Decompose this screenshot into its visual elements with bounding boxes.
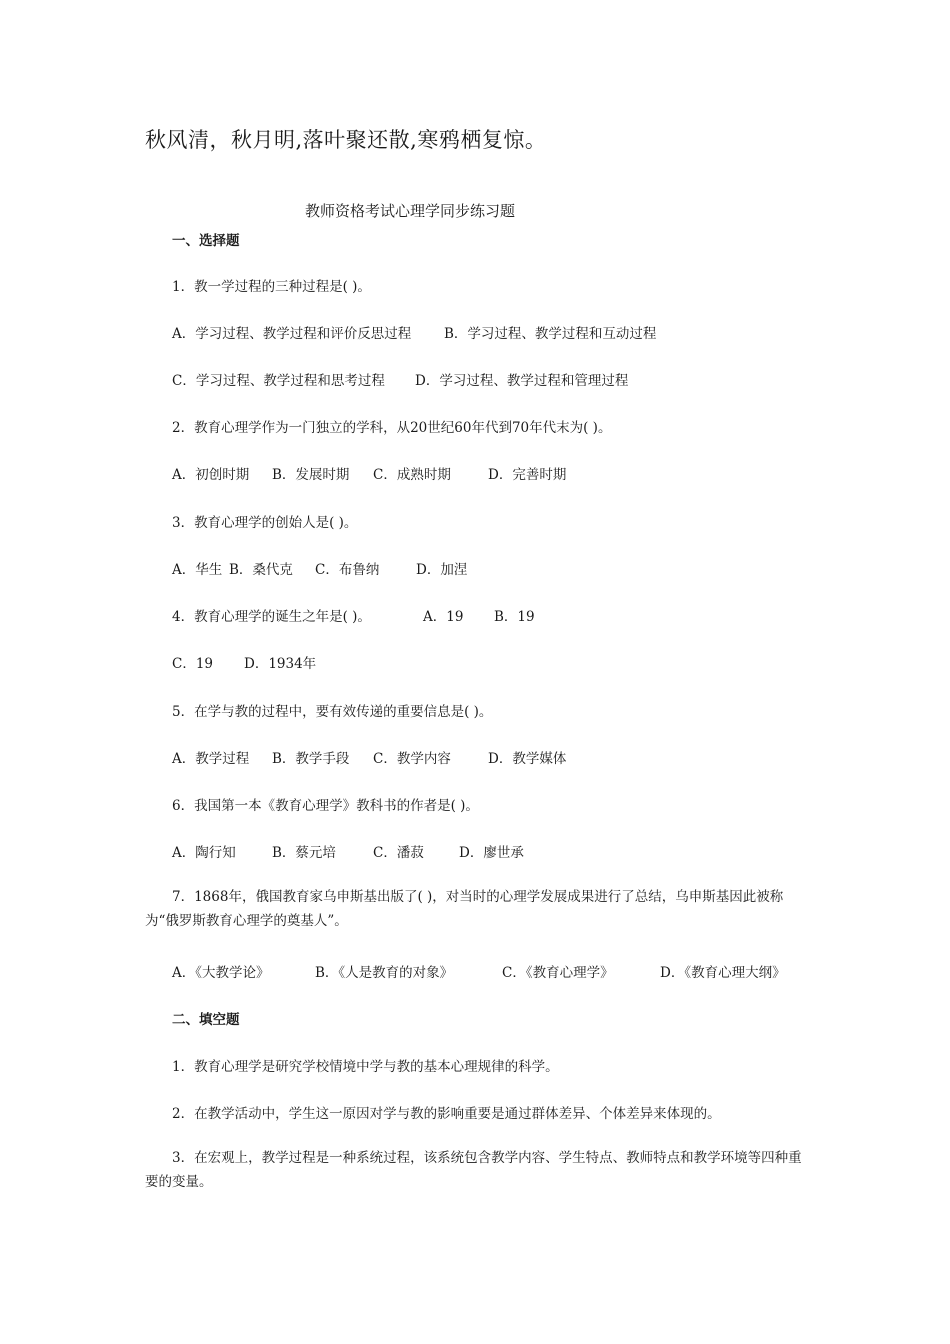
question-5-option-c: C．教学内容 xyxy=(373,751,451,767)
question-7-stem: 7．1868年，俄国教育家乌申斯基出版了( )，对当时的心理学发展成果进行了总结，乌申斯基因此被称为“俄罗斯教育心理学的奠基人”。 xyxy=(145,889,784,929)
question-1-option-c: C．学习过程、教学过程和思考过程 xyxy=(172,373,385,389)
question-5-option-d: D．教学媒体 xyxy=(488,751,567,767)
document-title: 教师资格考试心理学同步练习题 xyxy=(304,202,515,220)
question-6-option-b: B．蔡元培 xyxy=(272,845,336,861)
question-1-option-a: A．学习过程、教学过程和评价反思过程 xyxy=(172,326,412,342)
question-4-option-b: B．19 xyxy=(494,609,535,625)
question-2-option-a: A．初创时期 xyxy=(172,467,250,483)
question-7-option-a: A．《大教学论》 xyxy=(172,965,270,981)
question-6-option-a: A．陶行知 xyxy=(172,845,236,861)
question-4-option-a: A．19 xyxy=(423,609,464,625)
question-7-option-d: D．《教育心理大纲》 xyxy=(660,965,786,981)
question-3-option-a: A．华生 xyxy=(172,562,223,578)
question-4-option-c: C．19 xyxy=(172,656,214,672)
question-5-option-a: A．教学过程 xyxy=(172,751,250,767)
fill-item-2: 2．在教学活动中，学生这一原因对学与教的影响重要是通过群体差异、个体差异来体现的。 xyxy=(172,1106,721,1122)
question-3-option-c: C．布鲁纳 xyxy=(315,562,380,578)
question-1-option-b: B．学习过程、教学过程和互动过程 xyxy=(444,326,657,342)
section-heading-choice: 一、选择题 xyxy=(172,233,240,249)
question-2-stem: 2．教育心理学作为一门独立的学科，从20世纪60年代到70年代末为( )。 xyxy=(172,420,612,436)
question-2-option-b: B．发展时期 xyxy=(272,467,350,483)
question-4-stem: 4．教育心理学的诞生之年是( )。 xyxy=(172,609,371,625)
question-3-option-d: D．加涅 xyxy=(416,562,468,578)
question-6-option-c: C．潘菽 xyxy=(373,845,424,861)
question-1-stem: 1．教一学过程的三种过程是( )。 xyxy=(172,279,371,295)
fill-item-3: 3．在宏观上，教学过程是一种系统过程，该系统包含教学内容、学生特点、教师特点和教学环境等四种重要的变量。 xyxy=(145,1150,802,1190)
question-7-option-c: C．《教育心理学》 xyxy=(502,965,614,981)
question-6-option-d: D．廖世承 xyxy=(459,845,524,861)
poem-line: 秋风清，秋月明,落叶聚还散,寒鸦栖复惊。 xyxy=(145,128,547,152)
question-3-option-b: B．桑代克 xyxy=(229,562,293,578)
question-1-option-d: D．学习过程、教学过程和管理过程 xyxy=(415,373,629,389)
section-heading-fill-in: 二、填空题 xyxy=(172,1012,240,1028)
question-7-option-b: B．《人是教育的对象》 xyxy=(315,965,454,981)
fill-item-1: 1．教育心理学是研究学校情境中学与教的基本心理规律的科学。 xyxy=(172,1059,559,1075)
question-5-option-b: B．教学手段 xyxy=(272,751,350,767)
question-2-option-d: D．完善时期 xyxy=(488,467,567,483)
question-3-stem: 3．教育心理学的创始人是( )。 xyxy=(172,515,358,531)
question-2-option-c: C．成熟时期 xyxy=(373,467,451,483)
question-6-stem: 6．我国第一本《教育心理学》教科书的作者是( )。 xyxy=(172,798,479,814)
question-5-stem: 5．在学与教的过程中，要有效传递的重要信息是( )。 xyxy=(172,704,493,720)
question-4-option-d: D．1934年 xyxy=(244,656,317,672)
